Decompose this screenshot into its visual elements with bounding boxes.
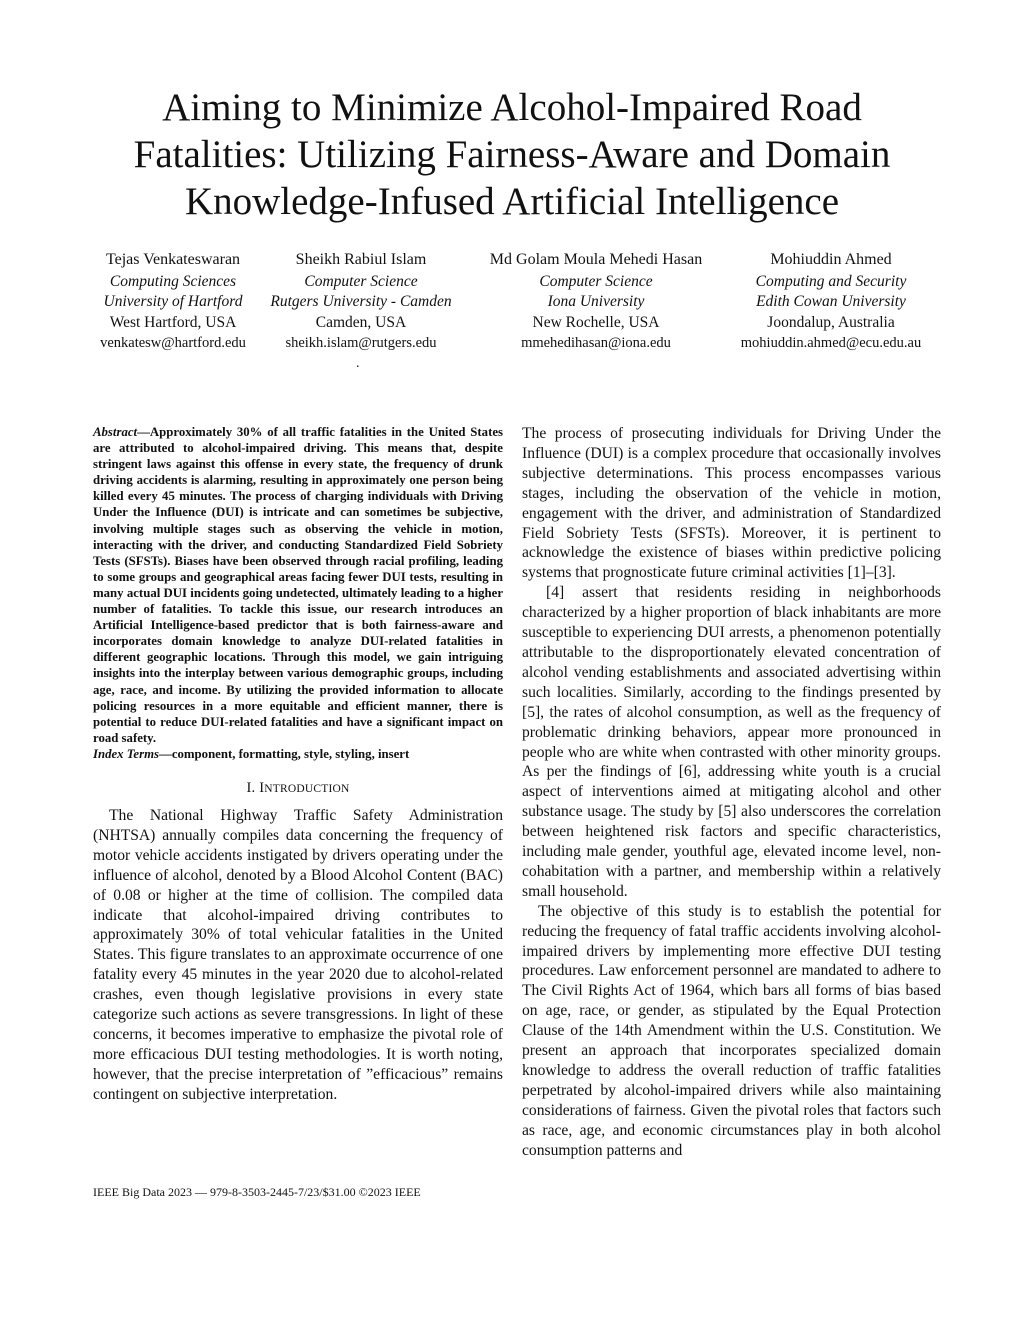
author-org: University of Hartford [103, 293, 243, 310]
author-name: Sheikh Rabiul Islam [295, 251, 427, 268]
author-dept: Computer Science [304, 272, 418, 290]
right-column [522, 424, 941, 1161]
author-block [466, 250, 726, 354]
left-column [93, 424, 503, 1105]
index-terms-label: Index Terms [93, 746, 160, 761]
author-name: Tejas Venkateswaran [105, 251, 241, 268]
abstract [93, 424, 503, 746]
author-name: Md Golam Moula Mehedi Hasan [489, 251, 703, 268]
author-email[interactable]: sheikh.islam@rutgers.edu [285, 335, 437, 351]
title-line: Knowledge-Infused Artificial Intelligence [184, 180, 840, 223]
section-heading [93, 780, 503, 797]
author-dept: Computing Sciences [109, 272, 237, 290]
author-email[interactable]: venkatesw@hartford.edu [100, 335, 246, 351]
author-email[interactable]: mohiuddin.ahmed@ecu.edu.au [740, 335, 922, 351]
section-first-letter: I [259, 779, 265, 796]
author-place: Joondalup, Australia [767, 313, 895, 331]
intro-paragraph: The National Highway Traffic Safety Administration (NHTSA) annually compiles data concerning the frequency of motor vehicle accidents instigated by drivers operating under the influence of alcohol, denoted by a Blood Alcohol Content (BAC) of 0.08 or higher at the time of collision. The compiled data indicate that alcohol-impaired driving contributes to approximately 30% of total vehicular fatalities in the United States. This figure translates to an approximate occurrence of one fatality every 45 minutes in the year 2020 due to alcohol-related crashes, even though legislative provisions in every state categorize such actions as severe transgressions. In light of these concerns, it becomes imperative to emphasize the pivotal role of more efficacious DUI testing methodologies. It is worth noting, however, that the precise interpretation of ”efficacious” remains contingent on subjective interpretation. [93, 806, 503, 1103]
section-number: I. [246, 779, 260, 796]
paper-title [60, 84, 964, 225]
author-block [87, 250, 259, 354]
author-email[interactable]: mmehedihasan@iona.edu [521, 335, 671, 351]
copyright-footer: IEEE Big Data 2023 — 979-8-3503-2445-7/23/$31.00 ©2023 IEEE [93, 1185, 421, 1199]
title-line: Aiming to Minimize Alcohol-Impaired Road [162, 86, 862, 129]
index-terms-text: —component, formatting, style, styling, insert [159, 746, 410, 761]
abstract-label: Abstract [93, 425, 138, 439]
stray-dot: . [356, 356, 360, 371]
title-line: Fatalities: Utilizing Fairness-Aware and Domain [133, 133, 891, 176]
author-dept: Computing and Security [755, 272, 907, 290]
index-terms [93, 746, 503, 762]
author-org: Iona University [547, 293, 645, 310]
right-paragraph: [4] assert that residents residing in neighborhoods characterized by a higher proportion of black inhabitants are more susceptible to experiencing DUI arrests, a phenomenon potentially attributable to the disproportionately elevated concentration of alcohol vending establishments and associated advertising within such localities. Similarly, according to the findings presented by [5], the rates of alcohol consumption, as well as the frequency of problematic drinking behaviors, appear more pronounced in people who are white when contrasted with other minority groups. As per the findings of [6], addressing white youth is a crucial aspect of interventions aimed at mitigating alcohol and other substance usage. The study by [5] also underscores the correlation between heightened risk factors and specific characteristics, including male gender, youthful age, elevated income level, non-cohabitation with a partner, and membership within a relatively small household. [522, 584, 941, 900]
right-paragraph: The objective of this study is to establish the potential for reducing the frequency of fatal traffic accidents involving alcohol-impaired drivers by implementing more effective DUI testing procedures. Law enforcement personnel are mandated to adhere to The Civil Rights Act of 1964, which bars all forms of bias based on age, race, or gender, as stipulated by the Equal Protection Clause of the 14th Amendment within the U.S. Constitution. We present an approach that incorporates specialized domain knowledge to address the overall reduction of traffic fatalities perpetrated by alcohol-impaired drivers while also maintaining considerations of fairness. Given the pivotal roles that factors such as race, age, and economic circumstances play in both alcohol consumption patterns and [522, 902, 941, 1159]
right-paragraph: The process of prosecuting individuals for Driving Under the Influence (DUI) is a complex procedure that occasionally involves subjective determinations. This process encompasses various stages, including the observation of the vehicle in motion, engagement with the driver, and administration of Standardized Field Sobriety Tests (SFSTs). Moreover, it is pertinent to acknowledge the existence of biases within predictive policing systems that prognosticate future criminal activities [1]–[3]. [522, 425, 941, 582]
author-block [726, 250, 936, 354]
author-place: New Rochelle, USA [532, 313, 660, 331]
author-place: Camden, USA [315, 313, 407, 331]
author-block [259, 250, 463, 354]
author-org: Rutgers University - Camden [270, 293, 452, 310]
author-name: Mohiuddin Ahmed [770, 251, 892, 268]
section-rest: NTRODUCTION [264, 782, 350, 795]
author-org: Edith Cowan University [756, 293, 906, 310]
abstract-text: —Approximately 30% of all traffic fatalities in the United States are attributed to alcohol-impaired driving. This means that, despite stringent laws against this offense in every state, the frequency of drunk driving accidents is alarming, resulting in approximately one person being killed every 45 minutes. The process of charging individuals with Driving Under the Influence (DUI) is intricate and can sometimes be subjective, involving multiple stages such as observing the vehicle in motion, interacting with the driver, and conducting Standardized Field Sobriety Tests (SFSTs). Biases have been observed through racial profiling, leading to some groups and geographical areas facing fewer DUI tests, resulting in many actual DUI incidents going undetected, ultimately leading to a higher number of fatalities. To tackle this issue, our research introduces an Artificial Intelligence-based predictor that is both fairness-aware and incorporates domain knowledge to analyze DUI-related fatalities in different geographic locations. Through this model, we gain intriguing insights into the interplay between various demographic groups, including age, race, and income. By utilizing the provided information to allocate policing resources in a more equitable and efficient manner, there is potential to reduce DUI-related fatalities and have a significant impact on road safety. [93, 425, 503, 745]
author-place: West Hartford, USA [109, 313, 237, 331]
author-dept: Computer Science [539, 272, 653, 290]
